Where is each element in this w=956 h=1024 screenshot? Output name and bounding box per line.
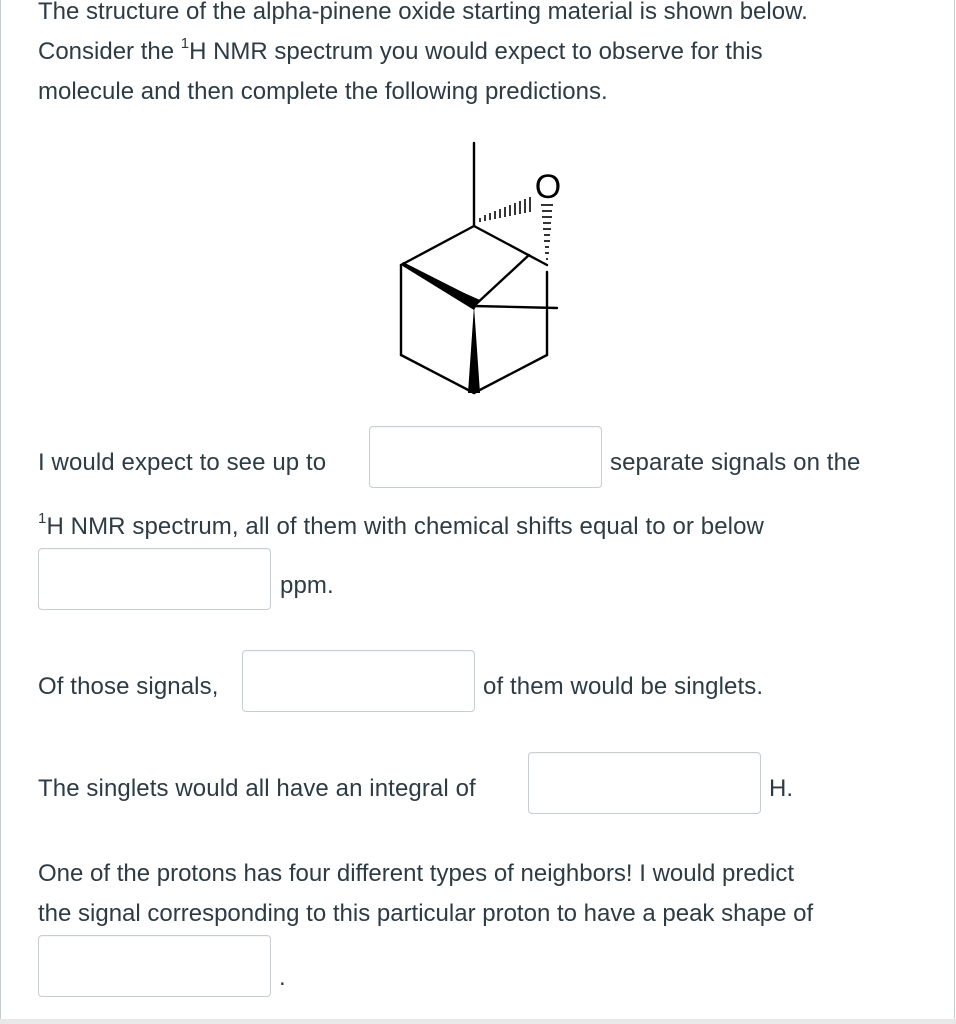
q1-prefix: I would expect to see up to — [38, 449, 327, 476]
superscript-1: 1 — [180, 35, 190, 52]
max-shift-input[interactable] — [38, 548, 271, 610]
peak-shape-input[interactable] — [38, 935, 271, 997]
intro-line-3: molecule and then complete the following predictions. — [38, 78, 608, 105]
hashed-bond-horizontal — [480, 197, 530, 222]
q4-period: . — [279, 964, 286, 991]
intro-line-2 — [38, 32, 918, 72]
q1-line-2-text: H NMR spectrum, all of them with chemical shifts equal to or below — [46, 513, 764, 540]
ring-bond — [474, 226, 547, 265]
q1-line-2 — [38, 507, 764, 547]
intro-line-1: The structure of the alpha-pinene oxide starting material is shown below. — [38, 0, 808, 25]
ring-bond — [401, 226, 474, 265]
superscript-1: 1 — [38, 510, 47, 527]
q4-paragraph — [38, 854, 918, 934]
intro-line-2-text: Consider the — [38, 38, 181, 65]
bridge-bond — [474, 306, 557, 308]
singlet-integral-input[interactable] — [528, 752, 761, 814]
singlets-count-input[interactable] — [242, 650, 475, 712]
hashed-bond-vertical — [541, 205, 553, 259]
oxygen-label: O — [534, 168, 562, 206]
bottom-border — [0, 1019, 956, 1024]
bridge-bond — [474, 255, 529, 306]
q1-suffix: separate signals on the — [610, 449, 861, 476]
q2-prefix: Of those signals, — [38, 673, 219, 700]
ring-bond — [401, 355, 474, 393]
q3-prefix: The singlets would all have an integral of — [38, 775, 476, 802]
intro-paragraph — [38, 0, 918, 112]
left-border — [0, 0, 1, 1024]
q4-line-2: the signal corresponding to this particular proton to have a peak shape of — [38, 900, 814, 927]
intro-line-2-text-end: H NMR spectrum you would expect to observe for this — [189, 38, 763, 65]
ppm-unit: ppm. — [280, 572, 334, 599]
ring-bond — [474, 355, 547, 393]
wedge-bond — [468, 306, 480, 393]
q4-line-1: One of the protons has four different types of neighbors! I would predict — [38, 860, 795, 887]
signals-count-input[interactable] — [369, 426, 602, 488]
q3-suffix: H. — [769, 775, 794, 802]
right-border — [954, 0, 955, 1024]
alpha-pinene-oxide-structure — [380, 132, 600, 412]
q2-suffix: of them would be singlets. — [483, 673, 764, 700]
